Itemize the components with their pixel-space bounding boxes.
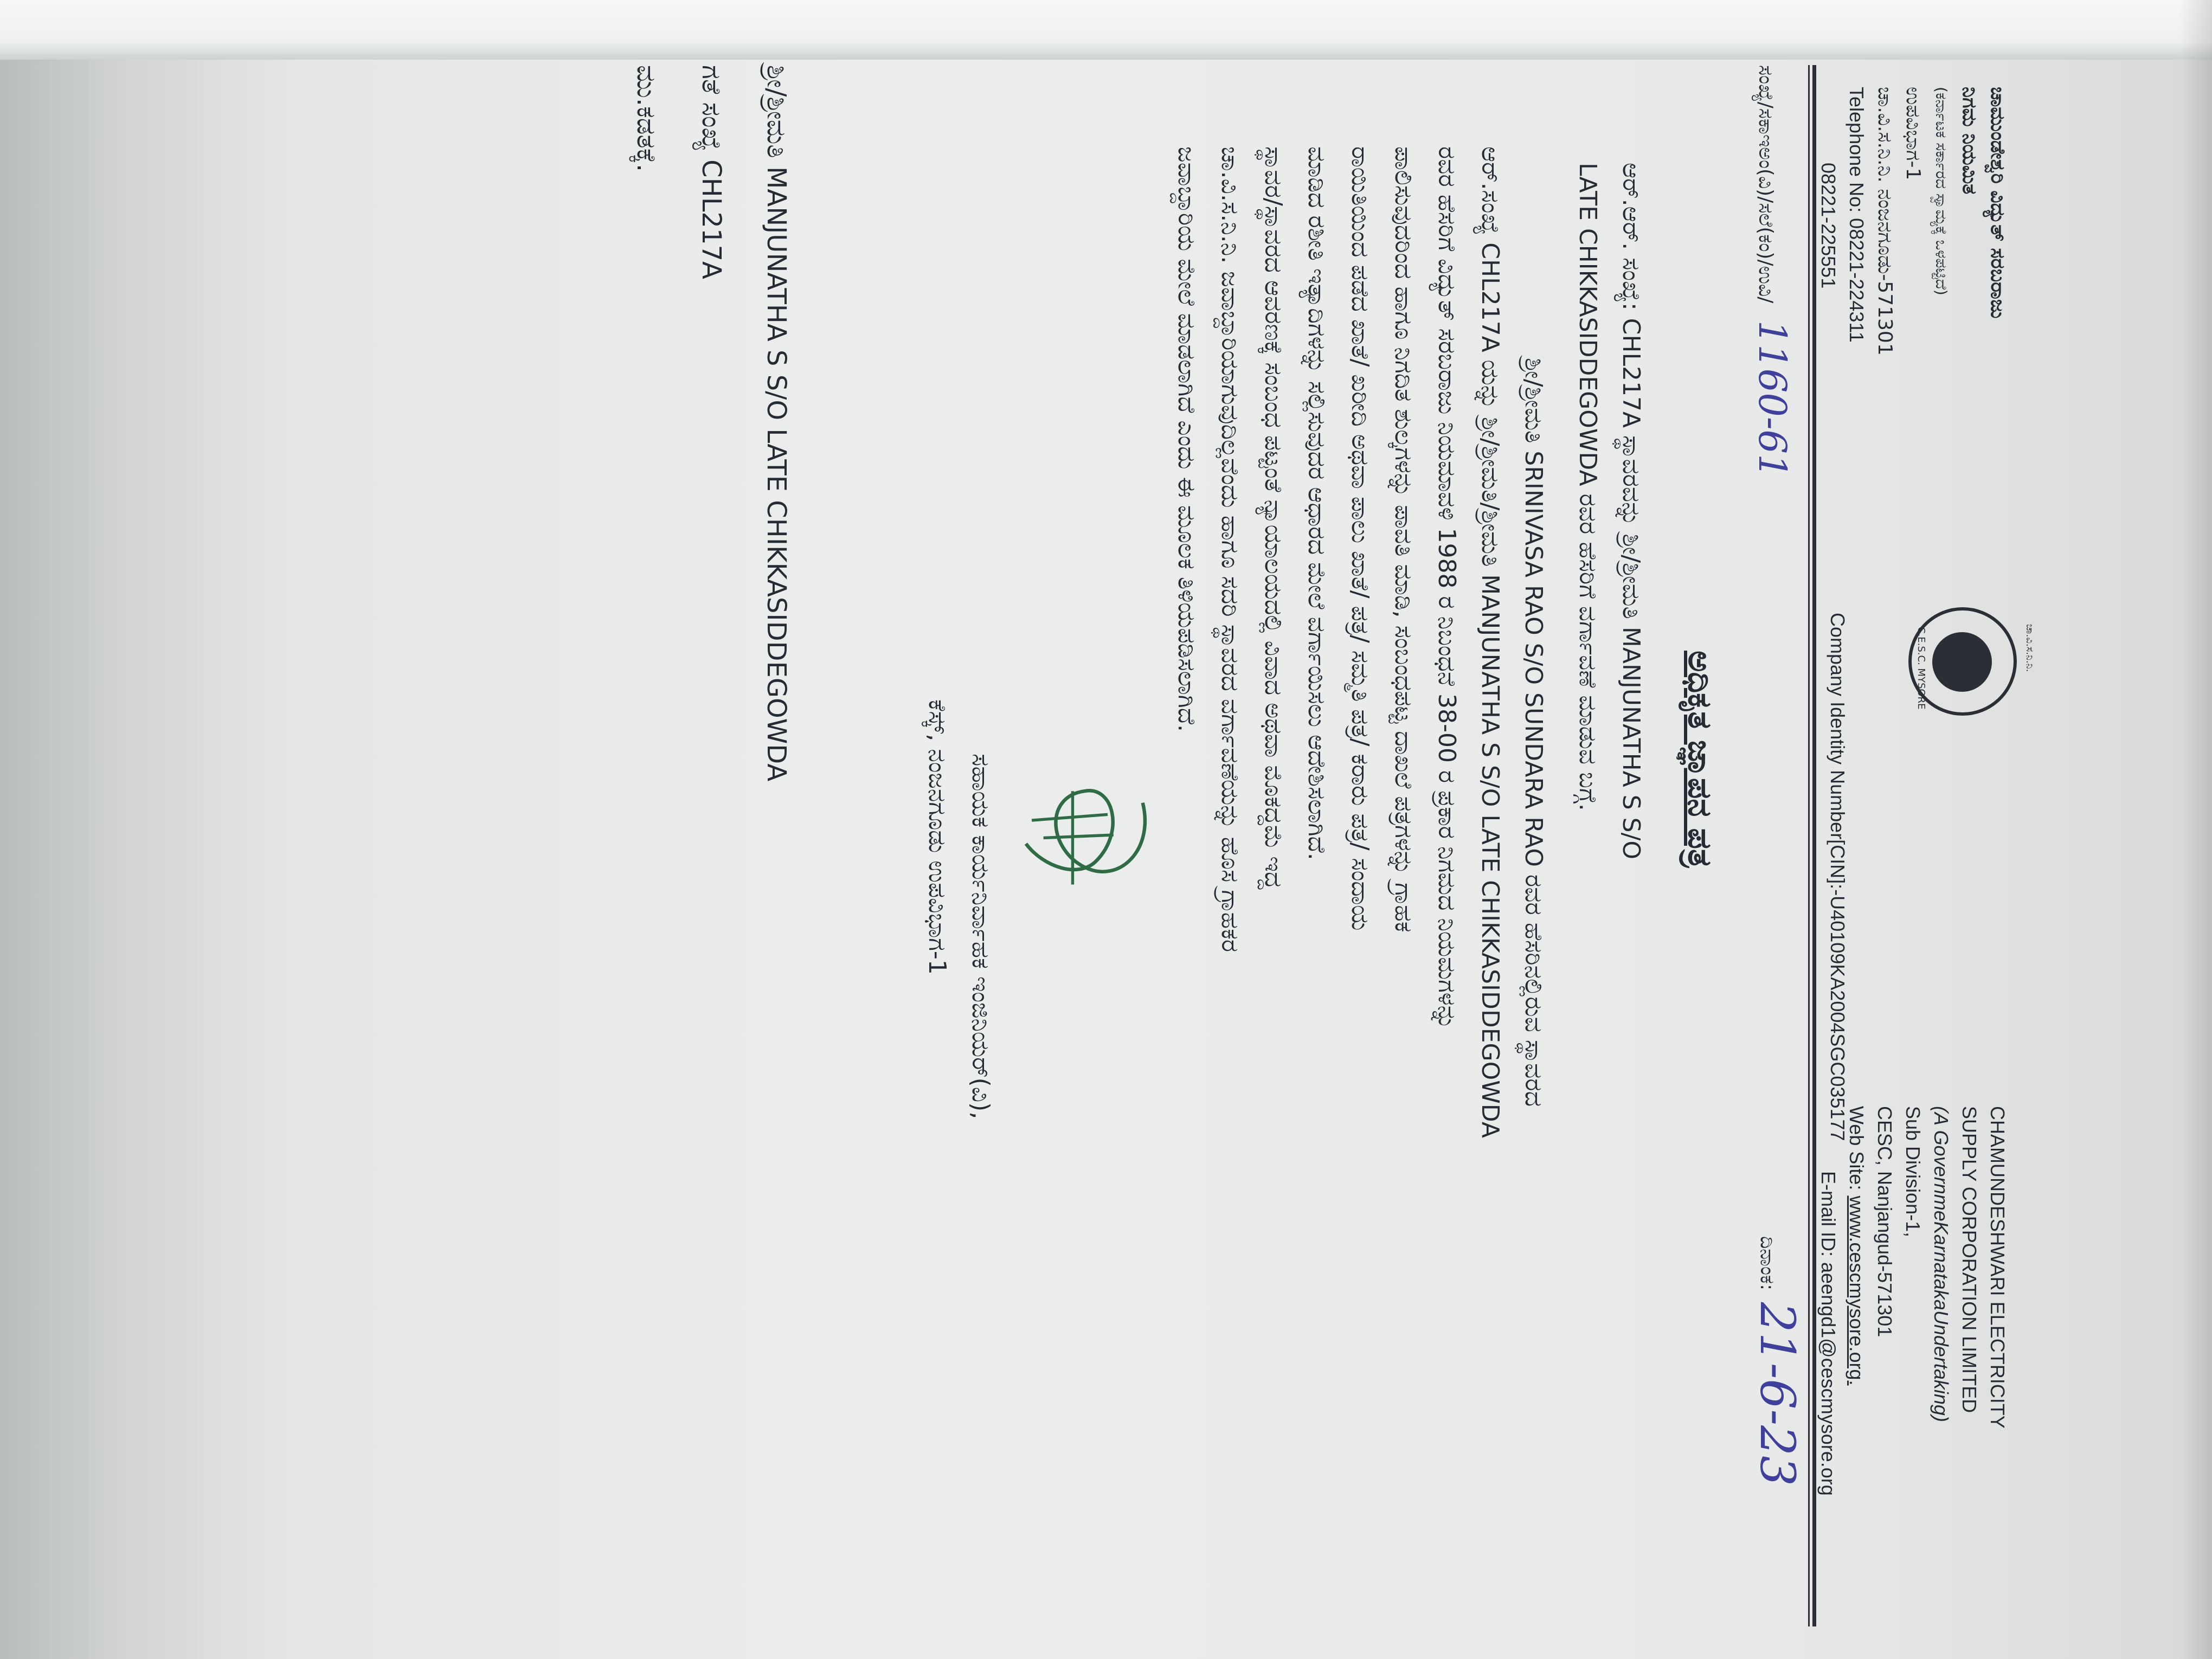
subject-line-2: LATE CHIKKASIDDEGOWDA ರವರ ಹೆಸರಿಗೆ ವರ್ಗಾವಣೆ ಮಾಡುವ ಬಗ್ಗೆ.	[1574, 163, 1602, 811]
subdivision-en: Sub Division-1,	[1902, 1106, 1924, 1238]
org-name-kn-line1: ಚಾಮುಂಡೇಶ್ವರಿ ವಿದ್ಯುತ್ ಸರಬರಾಜು	[1986, 87, 2009, 319]
org-status-en: (A GovernmeKarnatakaUndertaking)	[1930, 1106, 1952, 1422]
cin-number: Company Identity Number[CIN]:-U40109KA2004SGC035177	[1827, 613, 1849, 1141]
date-label: ದಿನಾಂಕ:	[1756, 1236, 1778, 1291]
body-line-8: ಚಾ.ವಿ.ಸ.ನಿ.ನಿ. ಜವಾಬ್ದಾರಿಯಾಗುವುದಿಲ್ಲವೆಂದು ಹಾಗೂ ಸದರಿ ಸ್ಥಾವರದ ವರ್ಗಾವಣೆಯನ್ನು ಹೊಸ ಗ್ರಾಹಕರ	[1216, 146, 1244, 953]
telephone-2: 08221-225551	[1817, 163, 1840, 289]
body-line-7: ಸ್ಥಾವರ/ಸ್ಥಾವರದ ಆವರಣಕ್ಕೆ ಸಂಬಂಧ ಪಟ್ಟಂತೆ ನ್ಯಾಯಾಲಯದಲ್ಲಿ ವಿವಾದ ಅಥವಾ ಮೊಕದ್ದಮೆ ಇದ್ದ	[1259, 146, 1287, 890]
handwritten-signature	[1008, 775, 1160, 895]
logo-emblem-icon	[1932, 632, 1992, 692]
recipient-file: ಮು.ಕಡತಕ್ಕೆ.	[631, 65, 661, 172]
org-status-kn: (ಕರ್ನಾಟಕ ಸರ್ಕಾರದ ಸ್ವಾಮ್ಯಕ್ಕೆ ಒಳಪಟ್ಟಿದೆ)	[1932, 87, 1950, 295]
website-link[interactable]: www.cescmysore.org.	[1846, 1195, 1868, 1386]
date-handwritten: 21-6-23	[1750, 1302, 1805, 1487]
body-line-9: ಜವಾಬ್ದಾರಿಯ ಮೇಲೆ ಮಾಡಲಾಗಿದೆ ಎಂದು ಈ ಮೂಲಕ ತಿಳಿಯಪಡಿಸಲಾಗಿದೆ.	[1173, 146, 1200, 732]
date-row	[1750, 1236, 1805, 1486]
subdivision-kn: ಉಪವಿಭಾಗ-1	[1902, 87, 1924, 181]
logo-top-text: ಚಾ.ವಿ.ಸ.ನಿ.ನಿ.	[2024, 624, 2035, 672]
org-name-en-line2: SUPPLY CORPORATION LIMITED	[1958, 1106, 1980, 1413]
header-kannada	[1814, 87, 2011, 356]
address-en: CESC, Nanjangud-571301	[1874, 1106, 1896, 1338]
org-name-en-line1: CHAMUNDESHWARI ELECTRICITY	[1986, 1106, 2009, 1429]
paper-right-shadow	[2179, 0, 2212, 1659]
letter-title: ಅಧಿಕೃತ ಜ್ಞಾಪನ ಪತ್ರ	[1681, 651, 1719, 868]
subject-line-1: ಆರ್.ಆರ್. ಸಂಖ್ಯೆ: CHL217A ಸ್ಥಾವರವನ್ನು ಶ್ರೀ/ಶ್ರೀಮತಿ MANJUNATHA S S/O	[1617, 163, 1645, 860]
reference-row	[1750, 65, 1795, 478]
reference-number-handwritten: 1160-61	[1750, 320, 1795, 478]
header-rule-thin	[1808, 65, 1810, 1626]
cesc-logo	[1908, 607, 2035, 716]
telephone: Telephone No: 08221-224311	[1846, 87, 1868, 343]
reference-number-printed: ಸಂಖ್ಯೆ/ಸಕಾಇಅಂ(ವಿ)/ಸಲೆ(ಕಂ)/ಉವಿ/	[1754, 65, 1777, 304]
paper-top-edge	[0, 0, 2212, 60]
recipient-name: ಶ್ರೀ/ಶ್ರೀಮತಿ MANJUNATHA S S/O LATE CHIKKASIDDEGOWDA	[761, 65, 792, 782]
logo-bottom-text: C.E.S.C. MYSORE	[1915, 627, 1927, 710]
website-line	[1842, 1106, 1870, 1496]
header-rule-thick	[1812, 65, 1816, 1626]
signatory-designation: ಸಹಾಯಕ ಕಾರ್ಯನಿರ್ವಾಹಕ ಇಂಜಿನಿಯರ್(ವಿ),	[967, 754, 994, 1120]
org-name-kn-line2: ನಿಗಮ ನಿಯಮಿತ	[1958, 87, 1980, 195]
body-line-5: ರಾಯಿತಿಯಿಂದ ಪಡೆದ ಖಾತೆ/ ಖರೀದಿ ಅಥವಾ ಪಾಲು ಖಾತೆ/ ಪತ್ರ/ ಸಮ್ಮತಿ ಪತ್ರ/ ಕರಾರು ಪತ್ರ/ ಸಂದಾಯ	[1346, 146, 1374, 931]
body-line-3: ರವರ ಹೆಸರಿಗೆ ವಿದ್ಯುತ್ ಸರಬರಾಜು ನಿಯಮಾವಳಿ 1988 ರ ನಿಬಂಧನೆ 38-00 ರ ಪ್ರಕಾರ ನಿಗಮದ ನಿಯಮಗಳನ್ನು	[1433, 146, 1461, 1030]
address-kn: ಚಾ.ವಿ.ಸ.ನಿ.ನಿ. ನಂಜನಗೂಡು-571301	[1874, 87, 1896, 356]
email: E-mail ID: aeengd1@cescmysore.org	[1817, 1171, 1840, 1496]
signatory-office: ಕೆಸ್ಕ್, ನಂಜನಗೂಡು ಉಪವಿಭಾಗ-1	[923, 699, 951, 975]
body-line-1: ಶ್ರೀ/ಶ್ರೀಮತಿ SRINIVASA RAO S/O SUNDARA RAO ರವರ ಹೆಸರಿನಲ್ಲಿರುವ ಸ್ಥಾವರದ	[1520, 358, 1547, 1107]
website-label: Web Site:	[1846, 1106, 1868, 1191]
body-line-4: ಪಾಲಿಸುವುದರಿಂದ ಹಾಗೂ ನಿಗದಿತ ಶುಲ್ಕಗಳನ್ನು ಪಾವತಿ ಮಾಡಿ, ಸಂಬಂಧಪಟ್ಟ ದಾಖಲೆ ಪತ್ರಗಳನ್ನು ಗ್ರಾಹಕ	[1390, 146, 1417, 933]
body-line-6: ಮಾಡಿದ ರಶೀತಿ ಇತ್ಯಾದಿಗಳನ್ನು ಸಲ್ಲಿಸುವುದರ ಆಧಾರದ ಮೇಲೆ ವರ್ಗಾಯಿಸಲು ಆದೇಶಿಸಲಾಗಿದೆ.	[1303, 146, 1330, 860]
body-line-2: ಆರ್.ಸಂಖ್ಯೆ CHL217A ಯನ್ನು ಶ್ರೀ/ಶ್ರೀಮತಿ/ಶ್ರೀಮತಿ MANJUNATHA S S/O LATE CHIKKASIDDEGOWDA	[1476, 146, 1504, 1138]
header-english	[1814, 1106, 2011, 1496]
letter-document	[98, 65, 2035, 1637]
recipient-rr-number: ಗತೆ ಸಂಖ್ಯೆ CHL217A	[696, 65, 726, 279]
